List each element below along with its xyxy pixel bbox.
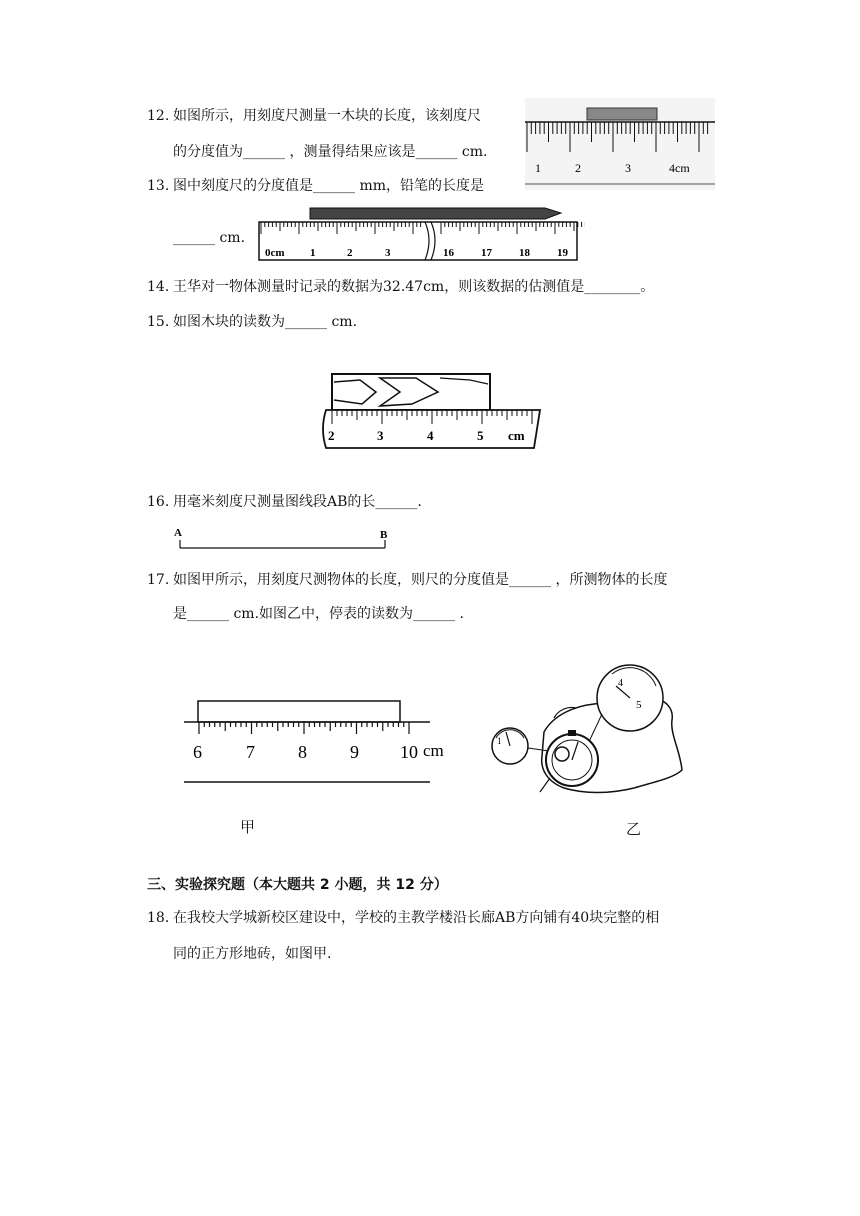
tick-label: 1 (535, 161, 541, 175)
question-text: 如图所示，用刻度尺测量一木块的长度，该刻度尺 (173, 108, 481, 124)
tick-label: 2 (328, 428, 335, 443)
dial-number: 4 (618, 678, 623, 689)
question-number: 14. (147, 279, 170, 295)
dial-number: 5 (636, 699, 642, 711)
question-13-line-1 (147, 176, 484, 196)
question-number: 17. (147, 572, 170, 588)
tick-label: 3 (625, 161, 631, 175)
question-text: 如图木块的读数为______ cm. (173, 314, 358, 330)
question-17-line-2: 是______ cm.如图乙中，停表的读数为______ . (173, 606, 464, 622)
question-text: 用毫米刻度尺测量图线段AB的长______. (173, 494, 422, 510)
label-b: B (380, 529, 388, 541)
question-13-line-2: ______ cm. (173, 230, 246, 246)
unit-label: cm (423, 741, 444, 760)
question-number: 15. (147, 314, 170, 330)
pencil (310, 208, 561, 219)
question-16-line-1 (147, 492, 422, 512)
tick-label: 16 (443, 247, 454, 259)
question-17-line-1 (147, 570, 667, 590)
label-a: A (174, 527, 182, 539)
tick-label: 6 (193, 742, 202, 762)
question-number: 18. (147, 910, 170, 926)
tick-label: 18 (519, 247, 530, 259)
tick-label: 10 (400, 742, 418, 762)
question-text: 图中刻度尺的分度值是______ mm，铅笔的长度是 (173, 178, 484, 194)
tick-label: 2 (575, 161, 581, 175)
tick-label: 8 (298, 742, 307, 762)
tick-label: 17 (481, 247, 492, 259)
section-heading: 三、实验探究题（本大题共 2 小题，共 12 分） (147, 877, 448, 893)
figure-17-a-ruler (180, 696, 460, 788)
question-text: 在我校大学城新校区建设中，学校的主教学楼沿长廊AB方向铺有40块完整的相 (173, 910, 660, 926)
figure-12-ruler (525, 98, 715, 190)
question-text: 如图甲所示，用刻度尺测物体的长度，则尺的分度值是______ ，所测物体的长度 (173, 572, 668, 588)
question-text: 王华对一物体测量时记录的数据为32.47cm，则该数据的估测值是________。 (173, 279, 655, 295)
figure-16-segment-ab (170, 524, 400, 556)
tick-label: 4cm (669, 161, 690, 175)
figure-17-b-stopwatch (484, 660, 690, 800)
wood-block (587, 108, 657, 120)
dial-number: 1 (497, 736, 502, 746)
tick-label: 7 (246, 742, 255, 762)
question-18-line-1 (147, 908, 659, 928)
tick-label: 9 (350, 742, 359, 762)
tick-label: 2 (347, 247, 353, 259)
question-12-line-2: 的分度值为______ ，测量得结果应该是______ cm. (173, 144, 488, 160)
tick-label: 3 (385, 247, 391, 259)
question-number: 12. (147, 108, 170, 124)
question-14-line-1 (147, 277, 654, 297)
tick-label: 4 (427, 428, 434, 443)
question-number: 13. (147, 178, 170, 194)
tick-label: 3 (377, 428, 384, 443)
tick-label: 1 (310, 247, 316, 259)
figure-13-pencil-ruler (255, 200, 585, 266)
question-12-line-1 (147, 106, 481, 126)
question-18-line-2: 同的正方形地砖，如图甲. (173, 946, 332, 962)
measured-object (198, 701, 400, 722)
figure-15-wood-ruler (320, 370, 545, 454)
tick-label: 0cm (265, 247, 285, 259)
figure-17-b-caption: 乙 (626, 820, 642, 838)
tick-label: 19 (557, 247, 568, 259)
question-15-line-1 (147, 312, 357, 332)
tick-label: 5 (477, 428, 484, 443)
figure-17-a-caption: 甲 (240, 818, 256, 836)
tick-label: cm (508, 428, 525, 443)
question-number: 16. (147, 494, 170, 510)
